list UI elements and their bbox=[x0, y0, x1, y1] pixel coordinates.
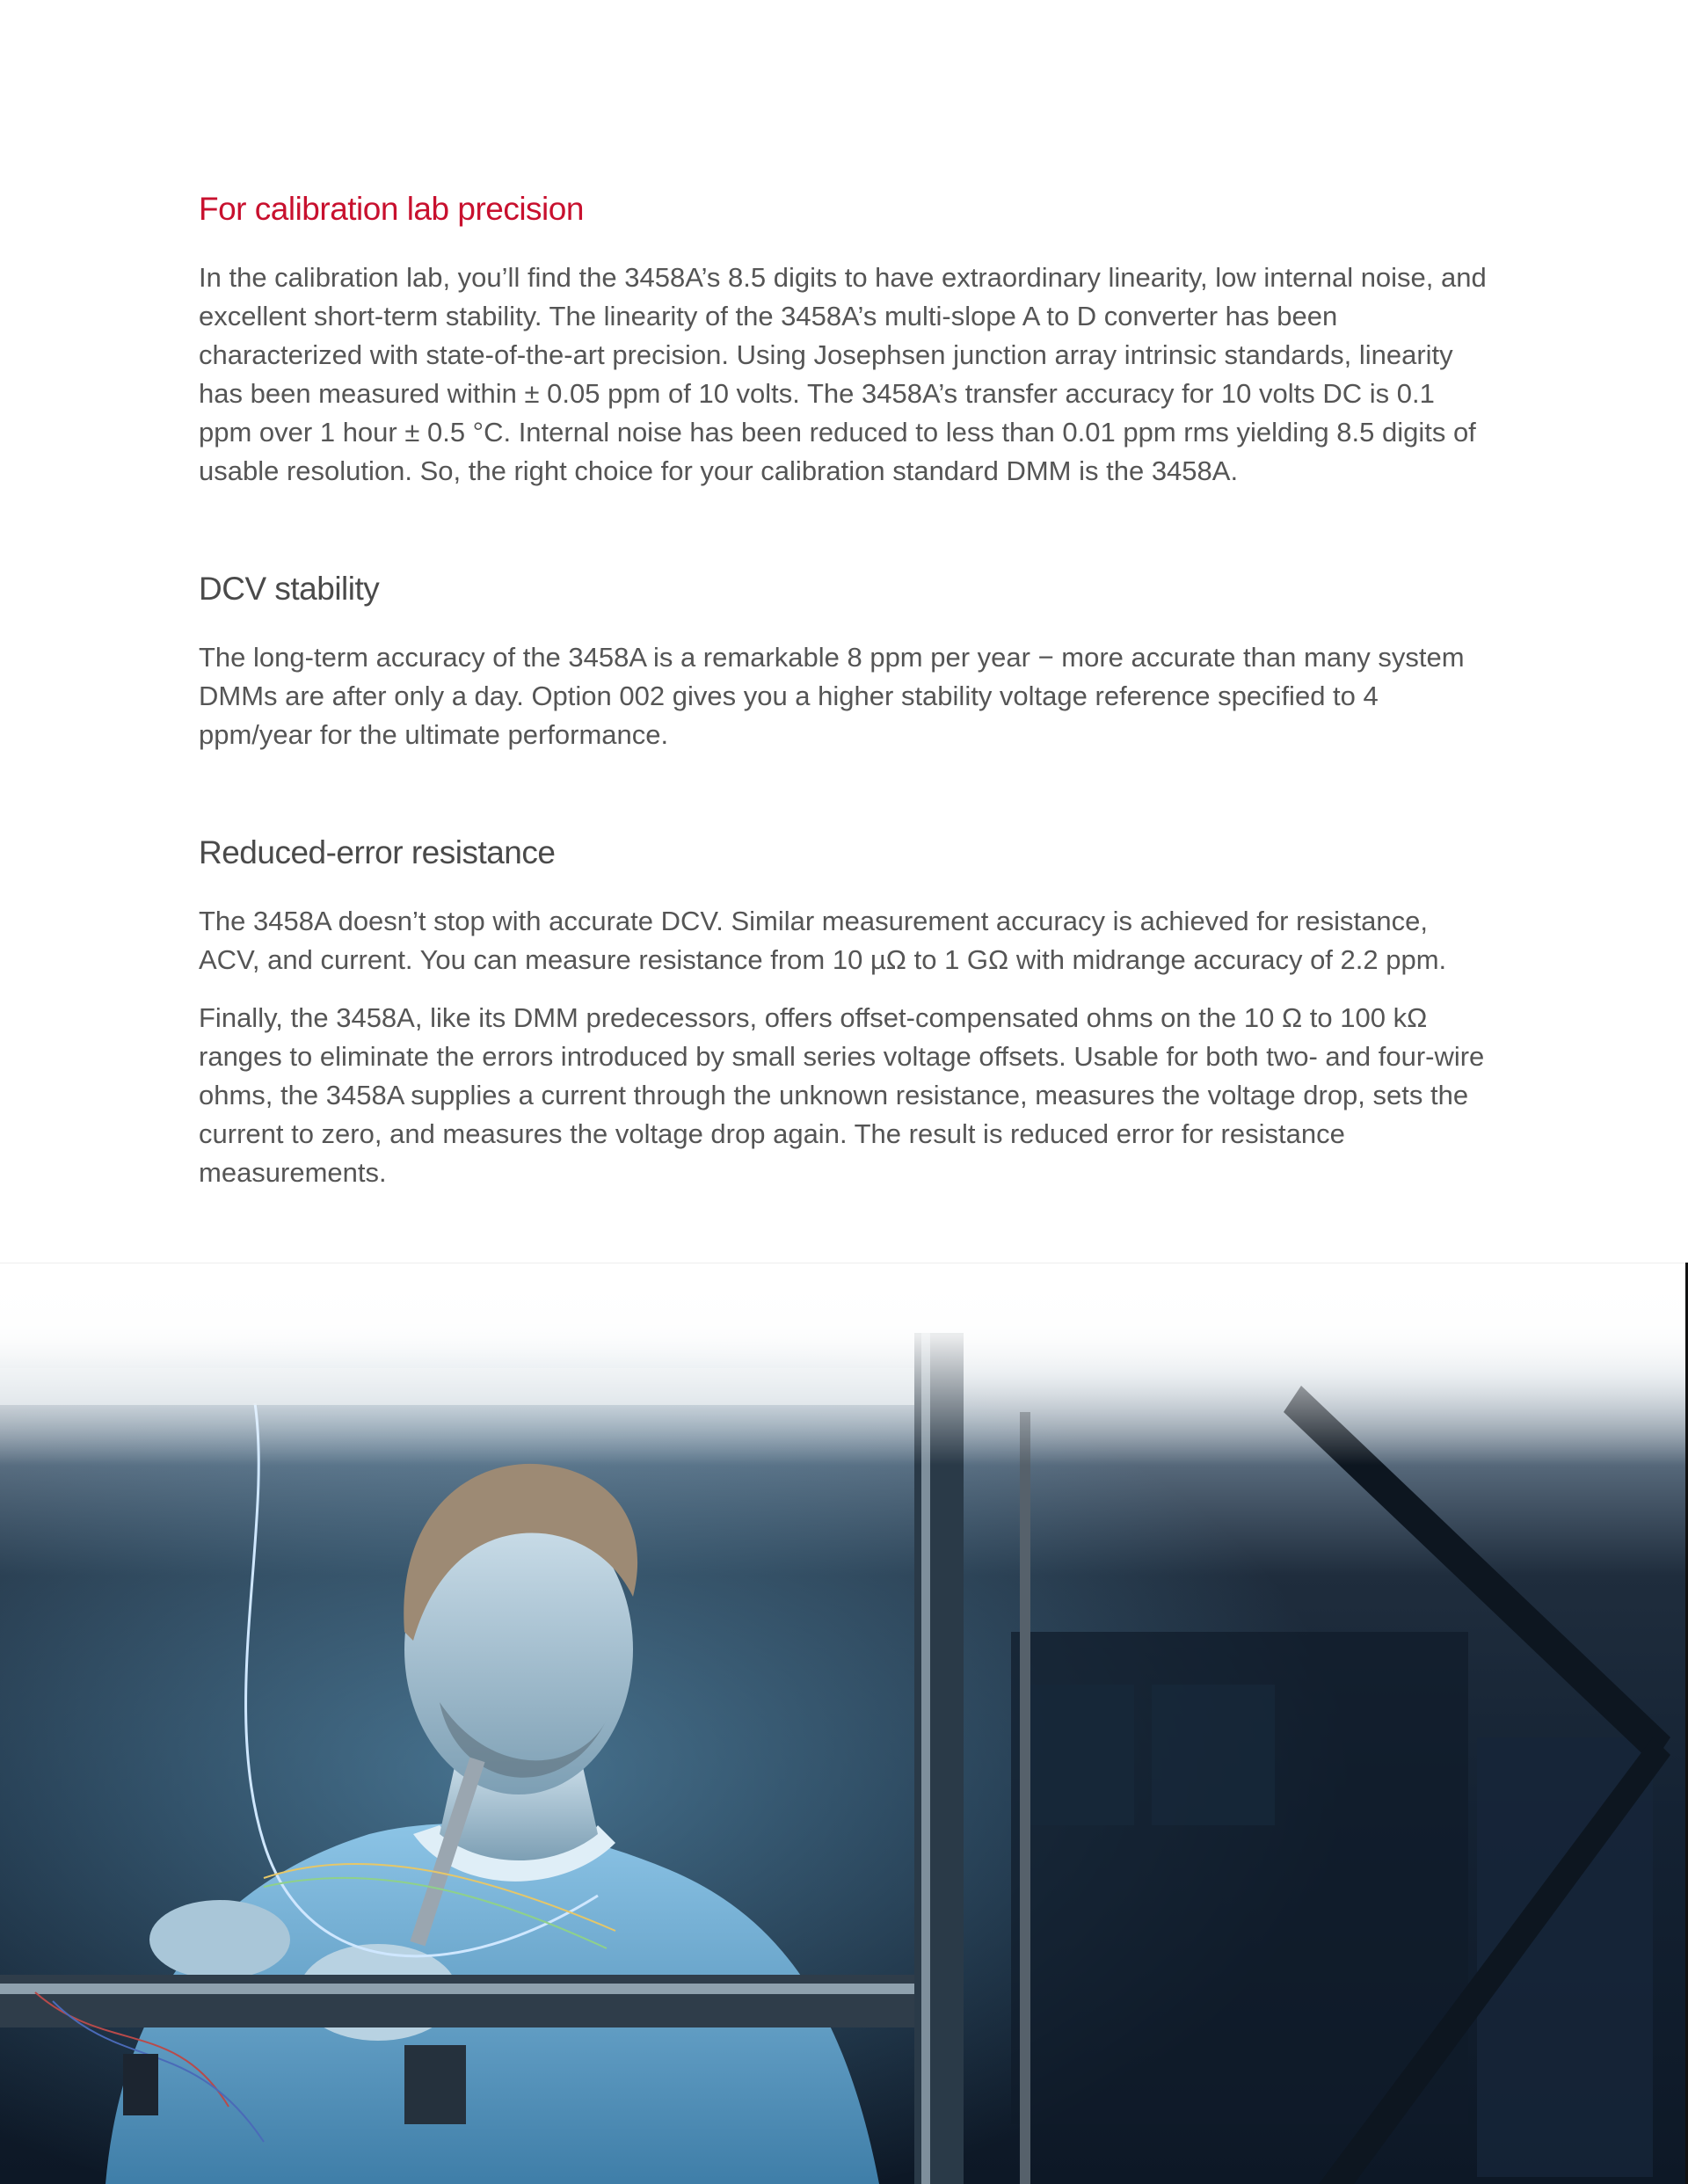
hero-photo bbox=[0, 1263, 1688, 2184]
section-heading-dcv-stability: DCV stability bbox=[199, 571, 380, 607]
section-heading-reduced-error-resistance: Reduced-error resistance bbox=[199, 834, 556, 870]
lab-photo-illustration bbox=[0, 1263, 1688, 2184]
section-paragraph: Finally, the 3458A, like its DMM predecessors, offers offset-compensated ohms on the 10 Ω to 100 kΩ ranges to eliminate the errors introduced by small series voltage offsets. Usable for both two- and four-wire ohms, the 3458A supplies a current through the unknown resistance, measures the voltage drop, sets the current to zero, and measures the voltage drop again. The result is reduced error for resistance measurements. bbox=[199, 1002, 1485, 1188]
article-content bbox=[199, 176, 1491, 1271]
section-paragraph: In the calibration lab, you’ll find the 3458A’s 8.5 digits to have extraordinary linearity, low internal noise, and excellent short-term stability. The linearity of the 3458A’s multi-slope A to D converter has been characterized with state-of-the-art precision. Using Josephsen junction array intrinsic standards, linearity has been measured within ± 0.05 ppm of 10 volts. The 3458A’s transfer accuracy for 10 volts DC is 0.1 ppm over 1 hour ± 0.5 °C. Internal noise has been reduced to less than 0.01 ppm rms yielding 8.5 digits of usable resolution. So, the right choice for your calibration standard DMM is the 3458A. bbox=[199, 262, 1487, 486]
section-reduced-error-resistance bbox=[199, 834, 1491, 1192]
section-heading-calibration-lab: For calibration lab precision bbox=[199, 191, 584, 227]
section-calibration-lab bbox=[199, 190, 1491, 491]
section-paragraph: The long-term accuracy of the 3458A is a remarkable 8 ppm per year − more accurate than many system DMMs are after only a day. Option 002 gives you a higher stability voltage reference specified to 4 ppm/year for the ultimate performance. bbox=[199, 642, 1465, 750]
section-dcv-stability bbox=[199, 570, 1491, 754]
section-paragraph: The 3458A doesn’t stop with accurate DCV. Similar measurement accuracy is achieved for resistance, ACV, and current. You can measure resistance from 10 µΩ to 1 GΩ with midrange accuracy of 2.2 ppm. bbox=[199, 906, 1447, 975]
